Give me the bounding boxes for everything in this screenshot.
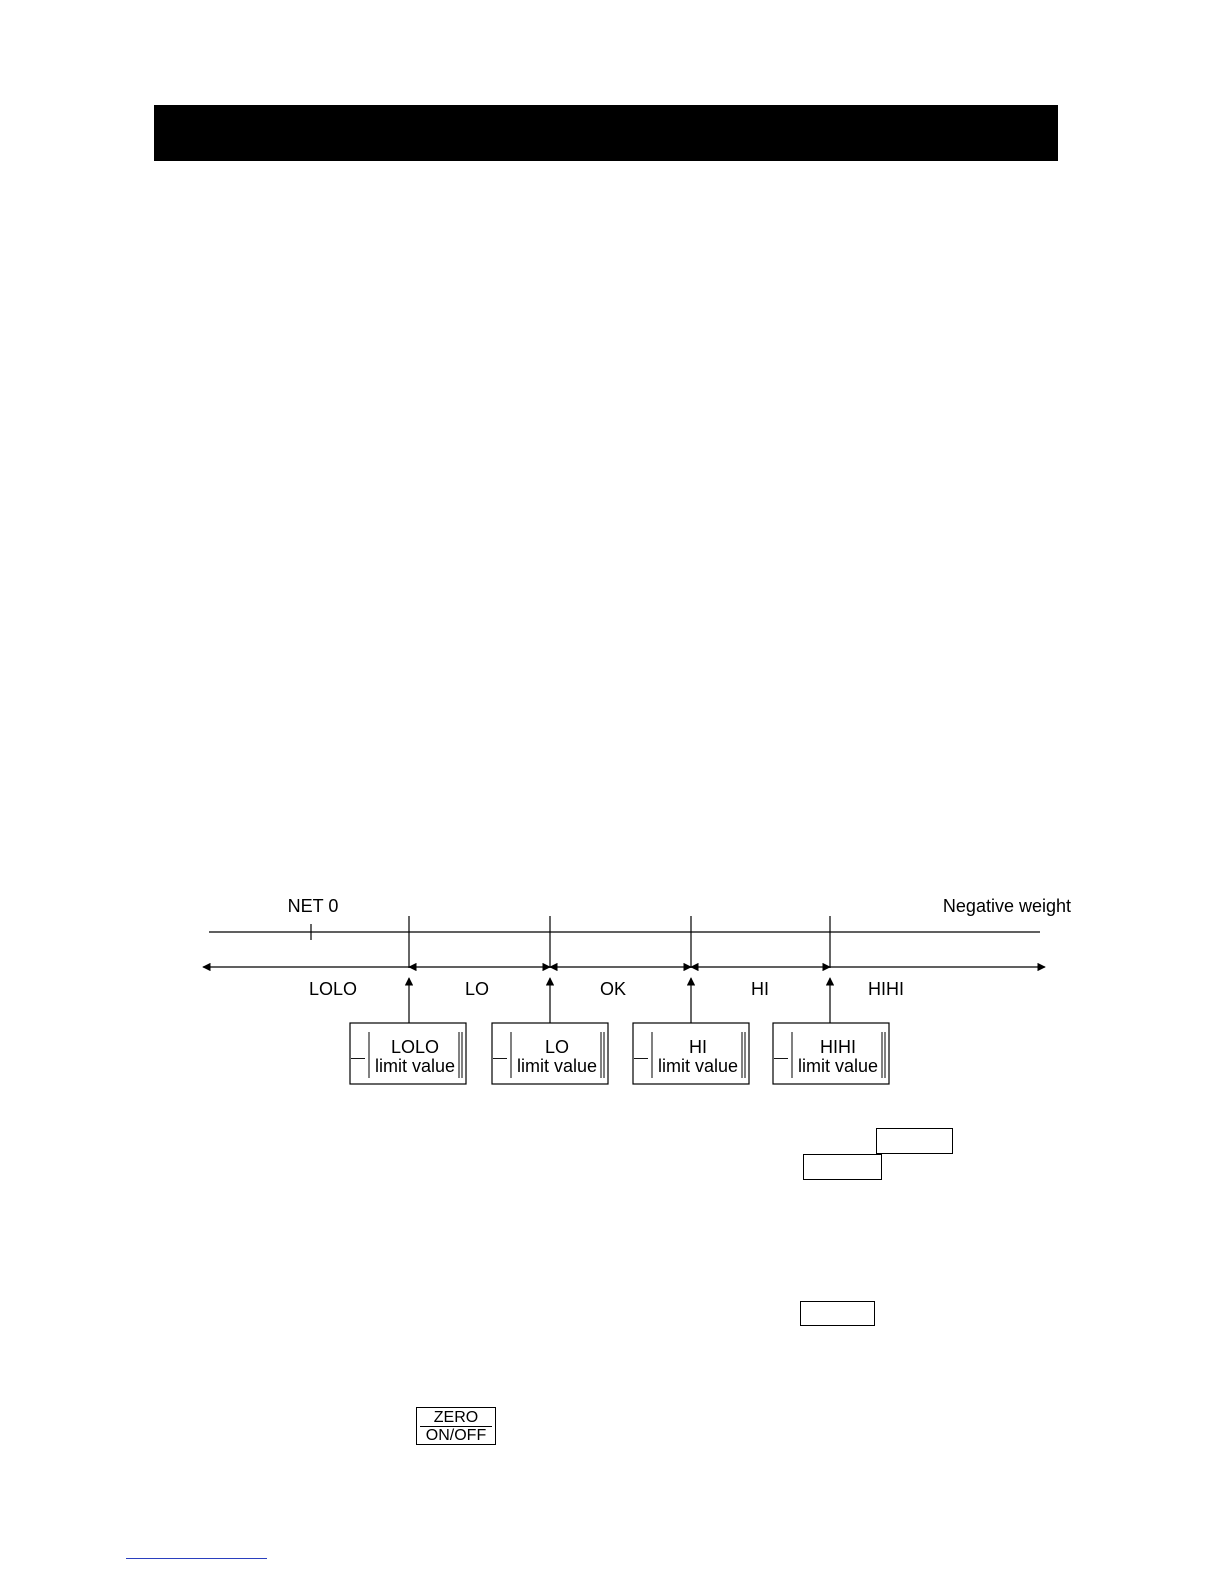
zone-label-ok: OK <box>599 979 627 999</box>
zone-label-lolo: LOLO <box>308 979 358 999</box>
limit-box-sign: — <box>351 1049 365 1065</box>
limit-box-hi <box>633 1023 749 1084</box>
zone-label-lo: LO <box>464 979 490 999</box>
limit-box-sign: — <box>493 1049 507 1065</box>
limit-box-lo <box>492 1023 608 1084</box>
limit-box-sub: limit value <box>797 1056 879 1076</box>
limit-box-name: LOLO <box>390 1037 440 1057</box>
key-box-3[interactable] <box>800 1301 875 1326</box>
limit-box-name: HI <box>689 1037 707 1057</box>
limit-box-name: LO <box>544 1037 570 1057</box>
limit-box-sub: limit value <box>374 1056 456 1076</box>
zero-on-off-key[interactable] <box>416 1407 496 1445</box>
footnote-rule <box>126 1558 267 1559</box>
zero-key-label: ZERO <box>420 1408 492 1427</box>
limit-box-lolo <box>350 1023 466 1084</box>
limit-box-sign: — <box>774 1049 788 1065</box>
limit-box-sign: — <box>634 1049 648 1065</box>
zone-label-hihi: HIHI <box>868 979 904 999</box>
key-box-2[interactable] <box>803 1154 882 1180</box>
limit-box-name: HIHI <box>820 1037 856 1057</box>
direction-label: Negative weight <box>942 896 1071 916</box>
limit-box-sub: limit value <box>657 1056 739 1076</box>
on-off-key-label: ON/OFF <box>425 1427 487 1444</box>
net-zero-label: NET 0 <box>287 896 339 916</box>
limit-box-hihi <box>773 1023 889 1084</box>
zone-label-hi: HI <box>751 979 769 999</box>
key-box-1[interactable] <box>876 1128 953 1154</box>
limit-box-sub: limit value <box>516 1056 598 1076</box>
